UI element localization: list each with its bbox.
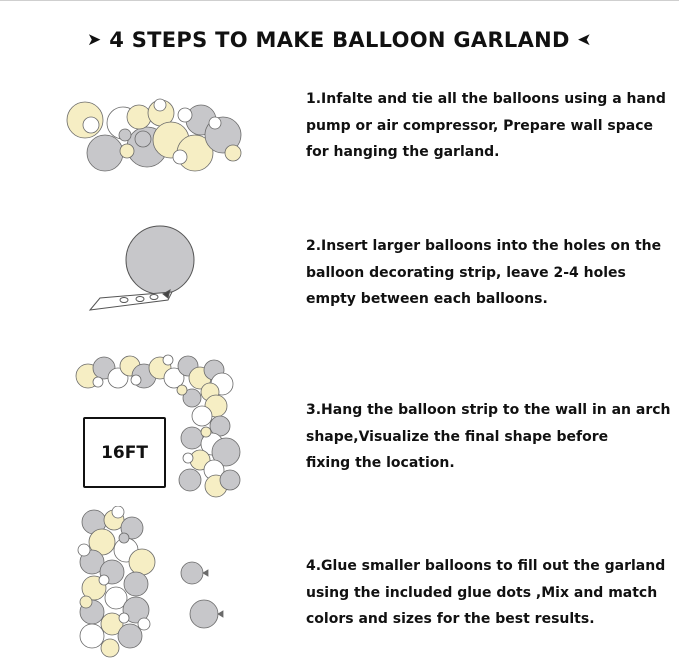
step-line: 1.Infalte and tie all the balloons using a hand (306, 91, 666, 107)
step-3-text (306, 397, 671, 477)
top-divider (0, 0, 679, 1)
step-line: for hanging the garland. (306, 144, 500, 160)
step-line: balloon decorating strip, leave 2-4 holes (306, 264, 626, 281)
length-label: 16FT (101, 442, 148, 463)
step-line: fixing the location. (306, 455, 455, 471)
step-line: shape,Visualize the final shape before (306, 428, 609, 445)
balloon-strip-illustration (88, 222, 208, 317)
arrow-left-icon: ➤ (577, 30, 592, 50)
step-line: colors and sizes for the best results. (306, 611, 595, 627)
arrow-right-icon: ➤ (87, 30, 102, 50)
step-line: empty between each balloons. (306, 291, 548, 307)
step-line: 3.Hang the balloon strip to the wall in an arch (306, 402, 671, 418)
step-line: pump or air compressor, Prepare wall space (306, 117, 653, 134)
step-4-text (306, 553, 666, 633)
step-line: 2.Insert larger balloons into the holes on the (306, 238, 662, 254)
length-label-box (83, 417, 166, 488)
page-title-text: 4 STEPS TO MAKE BALLOON GARLAND (109, 28, 570, 52)
step-1-text (306, 86, 666, 166)
balloon-cluster-illustration (55, 95, 255, 175)
page-title (0, 28, 679, 52)
step-line: 4.Glue smaller balloons to fill out the garland (306, 558, 666, 574)
filled-garland-illustration (72, 506, 232, 658)
step-line: using the included glue dots ,Mix and match (306, 584, 658, 601)
step-2-text (306, 233, 666, 313)
